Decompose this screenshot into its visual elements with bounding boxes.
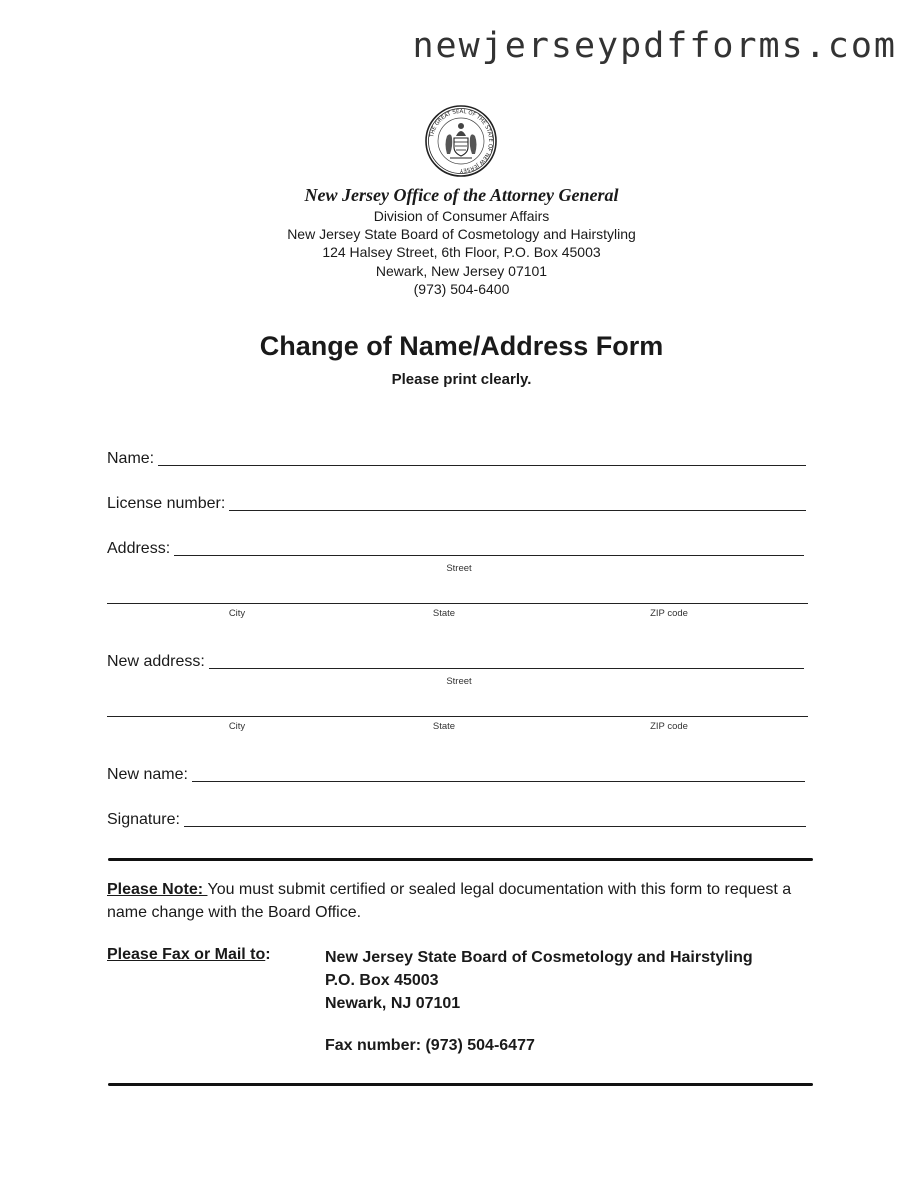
site-watermark: newjerseypdfforms.com	[412, 26, 897, 66]
phone-number: (973) 504-6400	[413, 280, 510, 297]
license-number-field[interactable]	[107, 495, 806, 513]
mailing-address-block	[325, 946, 753, 1015]
license-number-label: License number:	[107, 495, 226, 512]
signature-field[interactable]	[107, 811, 806, 829]
city-state-zip: Newark, New Jersey 07101	[375, 262, 548, 279]
agency-address-block	[0, 207, 923, 298]
svg-text:THE GREAT SEAL OF THE STATE OF: THE GREAT SEAL OF THE STATE OF NEW JERSEY	[429, 108, 494, 174]
new-name-label: New name:	[107, 766, 188, 783]
board-name: New Jersey State Board of Cosmetology and Hairstyling	[287, 226, 636, 243]
new-address-city-caption: City	[228, 721, 246, 732]
address-zip-caption: ZIP code	[650, 608, 688, 619]
signature-input-line[interactable]	[184, 825, 806, 827]
address-city-caption: City	[228, 608, 246, 619]
signature-label: Signature:	[107, 811, 180, 828]
section-divider-top	[108, 858, 813, 861]
new-address-state-caption: State	[432, 721, 456, 732]
office-name: New Jersey Office of the Attorney General	[304, 185, 619, 205]
mailing-po-box: P.O. Box 45003	[325, 972, 439, 989]
new-name-field[interactable]	[107, 766, 805, 784]
address-city-state-zip-line[interactable]	[107, 603, 808, 604]
form-title: Change of Name/Address Form	[259, 331, 664, 361]
new-name-input-line[interactable]	[192, 780, 805, 782]
address-label: Address:	[107, 540, 171, 557]
new-address-city-state-zip-line[interactable]	[107, 716, 808, 717]
please-note-text: You must submit certified or sealed legal documentation with this form to request a name change with the Board Office.	[107, 881, 792, 921]
new-address-street-caption: Street	[446, 676, 472, 687]
address-street-caption: Street	[446, 563, 472, 574]
state-seal-icon	[424, 104, 498, 178]
name-field[interactable]	[107, 450, 806, 468]
address-street-field[interactable]	[107, 540, 804, 558]
name-input-line[interactable]	[158, 464, 806, 466]
mailing-city-zip: Newark, NJ 07101	[325, 995, 461, 1012]
please-note-paragraph	[107, 878, 819, 924]
please-note-label: Please Note:	[107, 881, 208, 898]
fax-mail-label	[107, 946, 271, 964]
address-state-caption: State	[432, 608, 456, 619]
division-name: Division of Consumer Affairs	[373, 208, 550, 224]
address-street-input-line[interactable]	[174, 554, 804, 556]
new-address-street-input-line[interactable]	[209, 667, 804, 669]
mailing-board-name: New Jersey State Board of Cosmetology and Hairstyling	[325, 949, 753, 966]
street-address: 124 Halsey Street, 6th Floor, P.O. Box 45003	[322, 244, 601, 261]
fax-number: Fax number: (973) 504-6477	[325, 1037, 535, 1054]
new-address-zip-caption: ZIP code	[650, 721, 688, 732]
name-label: Name:	[107, 450, 155, 467]
fax-mail-label-colon: :	[265, 946, 271, 963]
fax-mail-label-text: Please Fax or Mail to	[107, 946, 266, 963]
new-address-street-field[interactable]	[107, 653, 804, 671]
form-subtitle: Please print clearly.	[391, 371, 532, 388]
new-address-label: New address:	[107, 653, 205, 670]
license-number-input-line[interactable]	[229, 509, 806, 511]
section-divider-bottom	[108, 1083, 813, 1086]
